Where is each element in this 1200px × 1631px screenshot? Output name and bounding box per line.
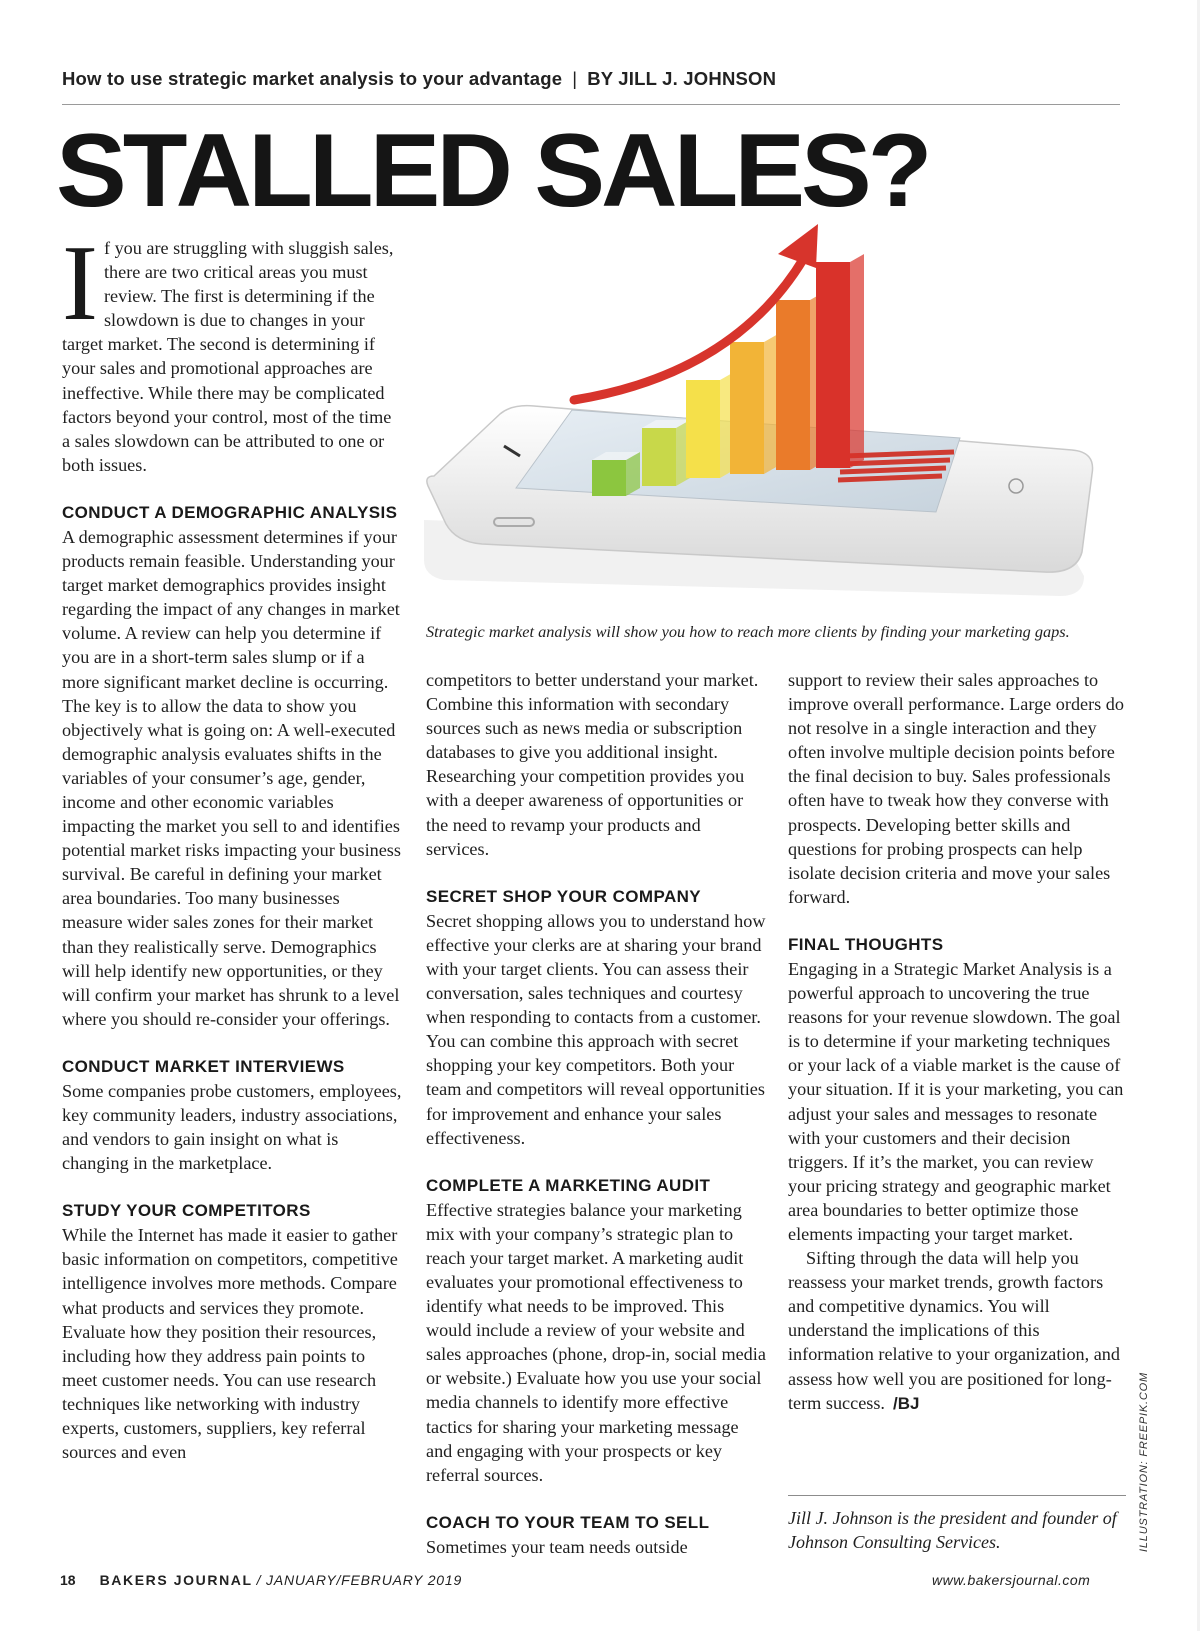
- author-signoff: /BJ: [892, 1393, 920, 1413]
- heading-secret-shop: SECRET SHOP YOUR COMPANY: [426, 886, 702, 906]
- heading-final: FINAL THOUGHTS: [788, 934, 944, 954]
- column-3: [788, 668, 1128, 1416]
- footer-folio: [60, 1572, 462, 1588]
- kicker-separator: |: [572, 68, 578, 89]
- body-interviews: Some companies probe customers, employees, key community leaders, industry associations, and vendors to gain insight on what is changing in the marketplace.: [62, 1080, 402, 1174]
- bar-6-front: [816, 262, 850, 468]
- byline: BY JILL J. JOHNSON: [587, 68, 777, 89]
- drop-cap: I: [62, 224, 98, 343]
- headline: STALLED SALES?: [56, 112, 929, 229]
- heading-coach: COACH TO YOUR TEAM TO SELL: [426, 1512, 710, 1532]
- footer-url[interactable]: www.bakersjournal.com: [932, 1572, 1091, 1588]
- body-coach-part2: support to review their sales approaches to improve overall performance. Large orders do not resolve in a single interaction and they often involve multiple decision points before the final decision to buy. Sales professionals often have to tweak how they converse with prospects. Developing better skills and questions for probing prospects can help isolate decision criteria and move your sales forward.: [788, 670, 1124, 907]
- body-coach-part1: Sometimes your team needs outside: [426, 1536, 688, 1557]
- article-subtitle: How to use strategic market analysis to your advantage: [62, 68, 563, 89]
- heading-audit: COMPLETE A MARKETING AUDIT: [426, 1175, 711, 1195]
- heading-interviews: CONDUCT MARKET INTERVIEWS: [62, 1056, 345, 1076]
- intro-paragraph: [62, 224, 402, 477]
- bar-3-front: [686, 380, 720, 478]
- bar-2-front: [642, 428, 676, 486]
- body-final-p1: Engaging in a Strategic Market Analysis is a powerful approach to uncovering the true reasons for your revenue slowdown. The goal is to determine if your marketing techniques or your lack of a viable market is the cause of your situation. If it is your marketing, you can adjust your sales and messages to resonate with your customers and their decision triggers. If it’s the market, you can review your pricing strategy and geographic market area boundaries to better optimize those elements impacting your target market.: [788, 958, 1124, 1244]
- figure-caption: Strategic market analysis will show you how to reach more clients by finding your marketing gaps.: [426, 622, 1070, 641]
- bar-4-side: [764, 334, 778, 474]
- bio-rule: [788, 1495, 1126, 1496]
- header-rule: [62, 104, 1120, 105]
- intro-text: f you are struggling with sluggish sales, there are two critical areas you must review. The first is determining if the slowdown is due to changes in your target market. The second is determining if your sales and promotional approaches are ineffective. While there may be complicated factors beyond your control, most of the time a sales slowdown can be attributed to one or both issues.: [62, 238, 394, 475]
- phone-chart-illustration: [424, 224, 1130, 616]
- body-final-p2-text: Sifting through the data will help you reassess your market trends, growth factors and competitive dynamics. You will understand the implications of this information relative to your organization, and assess how well you are positioned for long-term success.: [788, 1248, 1120, 1413]
- body-final-p2: [788, 1246, 1128, 1416]
- issue-date: / JANUARY/FEBRUARY 2019: [256, 1572, 463, 1588]
- body-competitors-part2: competitors to better understand your market. Combine this information with secondary sources such as news media or subscription databases to give you additional insight. Researching your competition provides you with a deeper awareness of opportunities or the need to revamp your products and services.: [426, 670, 759, 859]
- article-kicker: [62, 68, 776, 90]
- bar-4-front: [730, 342, 764, 474]
- body-competitors-part1: While the Internet has made it easier to gather basic information on competitors, competitive intelligence involves more methods. Compare what products and services they promote. Evaluate how they position their resources, including how they address pain points to meet customer needs. You can use research techniques like networking with industry experts, customers, suppliers, key referral sources and even: [62, 1225, 398, 1463]
- heading-demographic: CONDUCT A DEMOGRAPHIC ANALYSIS: [62, 502, 398, 522]
- heading-competitors: STUDY YOUR COMPETITORS: [62, 1201, 311, 1221]
- bar-6-side: [850, 254, 864, 468]
- illustration-credit: ILLUSTRATION: FREEPIK.COM: [1138, 1372, 1150, 1552]
- magazine-name: BAKERS JOURNAL: [99, 1572, 253, 1588]
- page-number: 18: [60, 1572, 76, 1588]
- chart-bars: [592, 254, 864, 496]
- column-1: [62, 224, 402, 1464]
- column-2: [426, 668, 766, 1559]
- body-audit: Effective strategies balance your marketing mix with your company’s strategic plan to reach your target market. A marketing audit evaluates your promotional effectiveness to identify what needs to be improved. This would include a review of your website and sales approaches (phone, drop-in, social media or website.) Evaluate how you use your social media channels to identify more effective tactics for sharing your marketing message and engaging with your prospects or key referral sources.: [426, 1199, 766, 1485]
- bar-5-front: [776, 300, 810, 470]
- author-bio: Jill J. Johnson is the president and founder of Johnson Consulting Services.: [788, 1508, 1117, 1552]
- illustration-svg: [424, 224, 1130, 616]
- body-secret-shop: Secret shopping allows you to understand how effective your clerks are at sharing your brand with your target clients. You can assess their conversation, sales techniques and courtesy when responding to contacts from a customer. You can combine this approach with secret shopping your key competitors. Both your team and competitors will reveal opportunities for improvement and enhance your sales effectiveness.: [426, 910, 766, 1148]
- bar-1-front: [592, 460, 626, 496]
- body-demographic: A demographic assessment determines if your products remain feasible. Understanding your target market demographics provides insight regarding the impact of any changes in market volume. A review can help you determine if you are in a short-term sales slump or if a more significant market decline is occurring. The key is to allow the data to show you objectively what is going on: A well-executed demographic analysis evaluates shifts in the variables of your consumer’s age, gender, income and other economic variables impacting the market you sell to and identifies potential market risks impacting your business survival. Be careful in defining your market area boundaries. Too many businesses measure wider sales zones for their market than they realistically serve. Demographics will help identify new opportunities, or they will confirm your market has shrunk to a level where you should re-consider your offerings.: [62, 526, 401, 1029]
